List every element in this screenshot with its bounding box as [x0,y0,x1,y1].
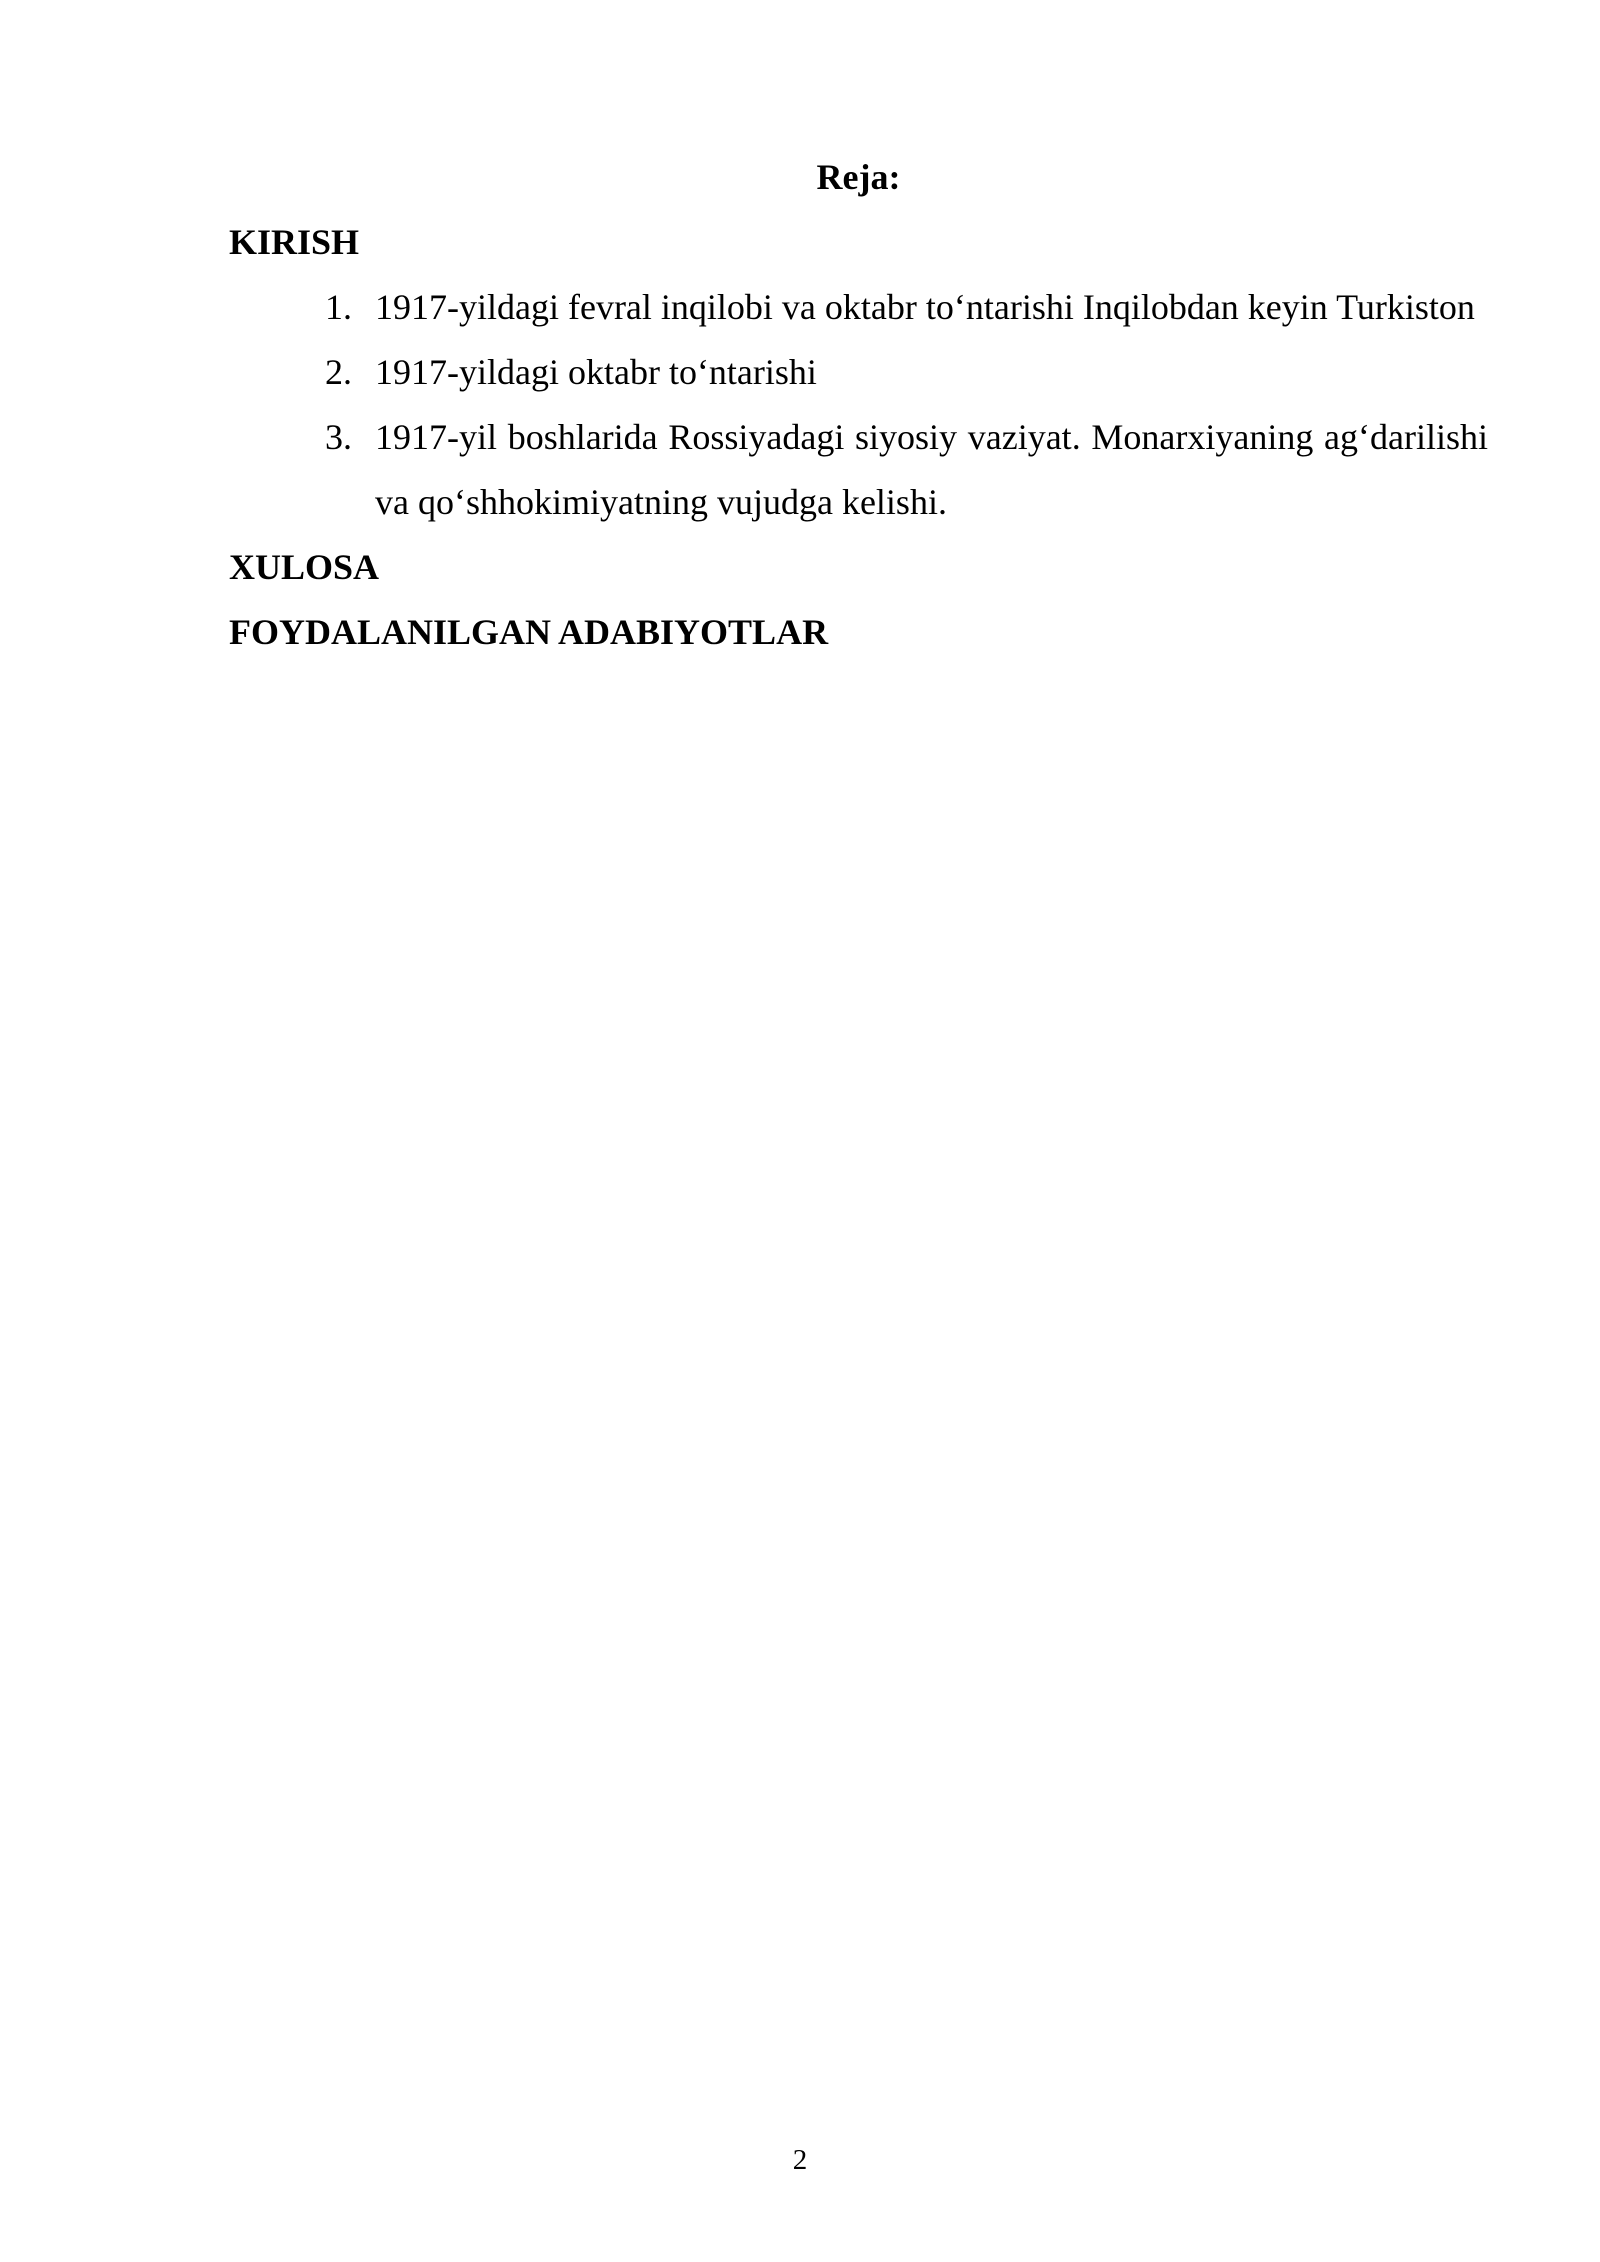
page-title: Reja: [816,157,901,197]
list-item-number: 2. [325,352,352,392]
list-item-text: 1917-yildagi fevral inqilobi va oktabr to‘ntarishi Inqilobdan keyin Turkiston [375,287,1475,327]
page-number: 2 [792,2144,808,2176]
references-heading: FOYDALANILGAN ADABIYOTLAR [229,612,829,652]
list-item-number: 1. [325,287,352,327]
list-item-number: 3. [325,417,352,457]
plan-list [229,275,1488,535]
list-item [229,275,1488,340]
intro-heading: KIRISH [229,222,360,262]
conclusion-heading: XULOSA [229,547,380,587]
list-item [229,405,1488,535]
list-item-text: 1917-yildagi oktabr to‘ntarishi [375,352,817,392]
list-item [229,340,1488,405]
document-content [229,145,1488,665]
list-item-text: 1917-yil boshlarida Rossiyadagi siyosiy vaziyat. Monarxiyaning ag‘darilishi va qo‘shhokimiyatning vujudga kelishi. [375,417,1488,522]
